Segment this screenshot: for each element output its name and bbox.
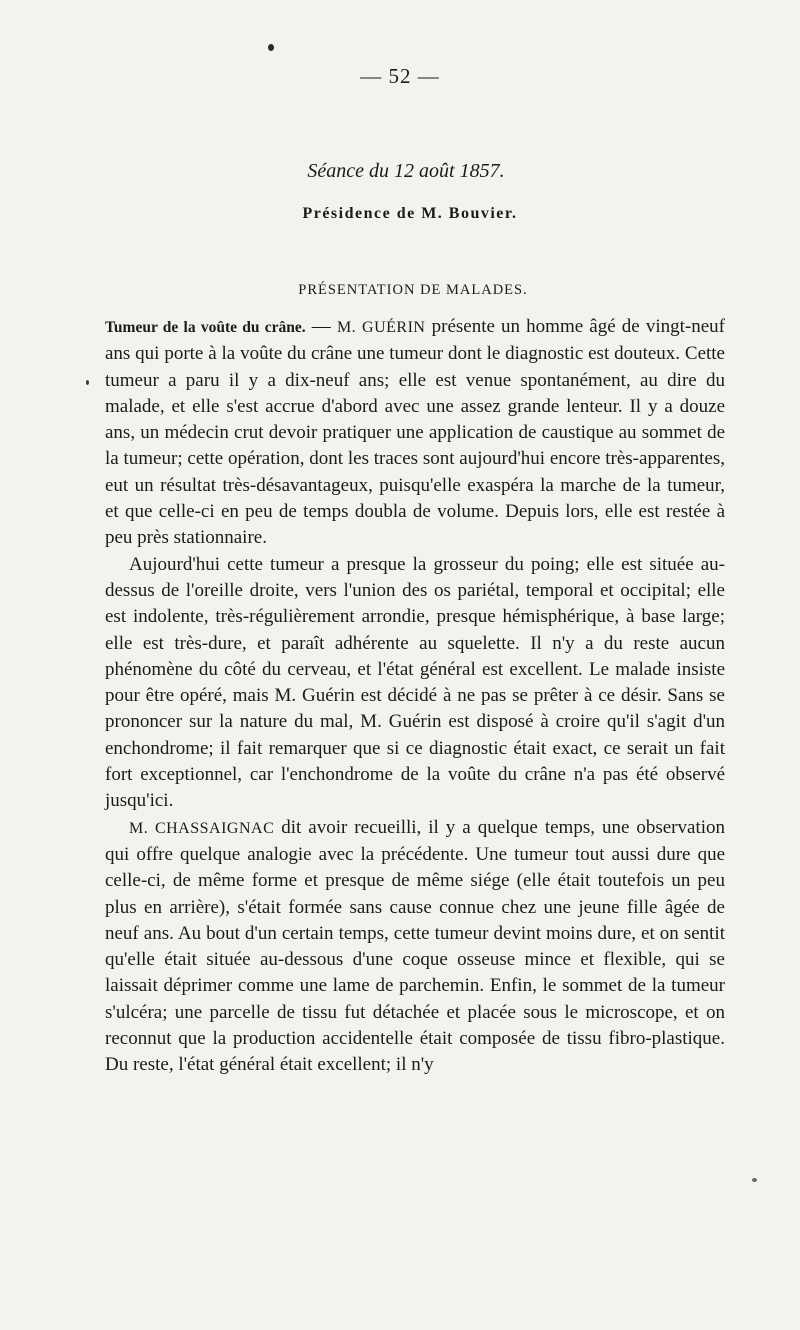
speaker-name: M. GUÉRIN xyxy=(336,319,426,336)
body-text xyxy=(105,314,725,1079)
paragraph xyxy=(105,552,725,815)
speaker-name: M. CHASSAIGNAC xyxy=(129,819,275,837)
paragraph xyxy=(105,815,725,1079)
ink-speck xyxy=(86,380,89,385)
section-title: PRÉSENTATION DE MALADES. xyxy=(298,282,528,298)
paragraph-text: dit avoir recueilli, il y a quelque temps, une observation qui offre quelque analogie avec la précédente. Une tumeur tout aussi dure que celle-ci, de même forme et presque de même siége (elle était toutefois un peu plus en arrière), s'était formée sans cause connue chez une jeune fille âgée de neuf ans. Au bout d'un certain temps, cette tumeur devint moins dure, et on sentit qu'elle était située au-dessous d'une coque osseuse mince et flexible, qui se laissait déprimer comme une lame de parchemin. Enfin, le sommet de la tumeur s'ulcéra; une parcelle de tissu fut détachée et placée sous le microscope, et on reconnut que la production accidentelle était composée de tissu fibro-plastique. Du reste, l'état général était excellent; il n'y xyxy=(105,816,726,1076)
paragraph-heading: Tumeur de la voûte du crâne. xyxy=(105,319,306,336)
session-date: Séance du 12 août 1857. xyxy=(307,160,505,182)
dash-separator: — xyxy=(305,316,337,337)
paragraph-text: présente un homme âgé de vingt-neuf ans qui porte à la voûte du crâne une tumeur dont le diagnostic est douteux. Cette tumeur a paru il y a dix-neuf ans; elle est venue spontanément, au dire du malade, et elle s'est accrue d'abord avec une assez grande lenteur. Il y a douze ans, un médecin crut devoir pratiquer une application de caustique au sommet de la tumeur; cette opération, dont les traces sont aujourd'hui encore très-apparentes, eut un résultat très-désavantageux, puisqu'elle exaspéra la marche de la tumeur, et que celle-ci en peu de temps doubla de volume. Depuis lors, elle est restée à peu près stationnaire. xyxy=(105,316,726,549)
presidency-line: Présidence de M. Bouvier. xyxy=(302,205,518,222)
ink-speck xyxy=(752,1178,757,1182)
ink-dot xyxy=(268,44,274,51)
paragraph-text: Aujourd'hui cette tumeur a presque la grosseur du poing; elle est située au-dessus de l'oreille droite, vers l'union des os pariétal, temporal et occipital; elle est indolente, très-régulièrement arrondie, presque hémisphérique, à base large; elle est très-dure, et paraît adhérente au squelette. Il n'y a du reste aucun phénomène du côté du cerveau, et l'état général est excellent. Le malade insiste pour être opéré, mais M. Guérin est décidé à ne pas se prêter à ce désir. Sans se prononcer sur la nature du mal, M. Guérin est disposé à croire qu'il s'agit d'un enchondrome; il fait remarquer que si ce diagnostic était exact, ce serait un fait fort exceptionnel, car l'enchondrome de la voûte du crâne n'a pas été observé jusqu'ici. xyxy=(105,553,725,812)
page-number: — 52 — xyxy=(360,64,440,88)
paragraph xyxy=(105,314,725,552)
